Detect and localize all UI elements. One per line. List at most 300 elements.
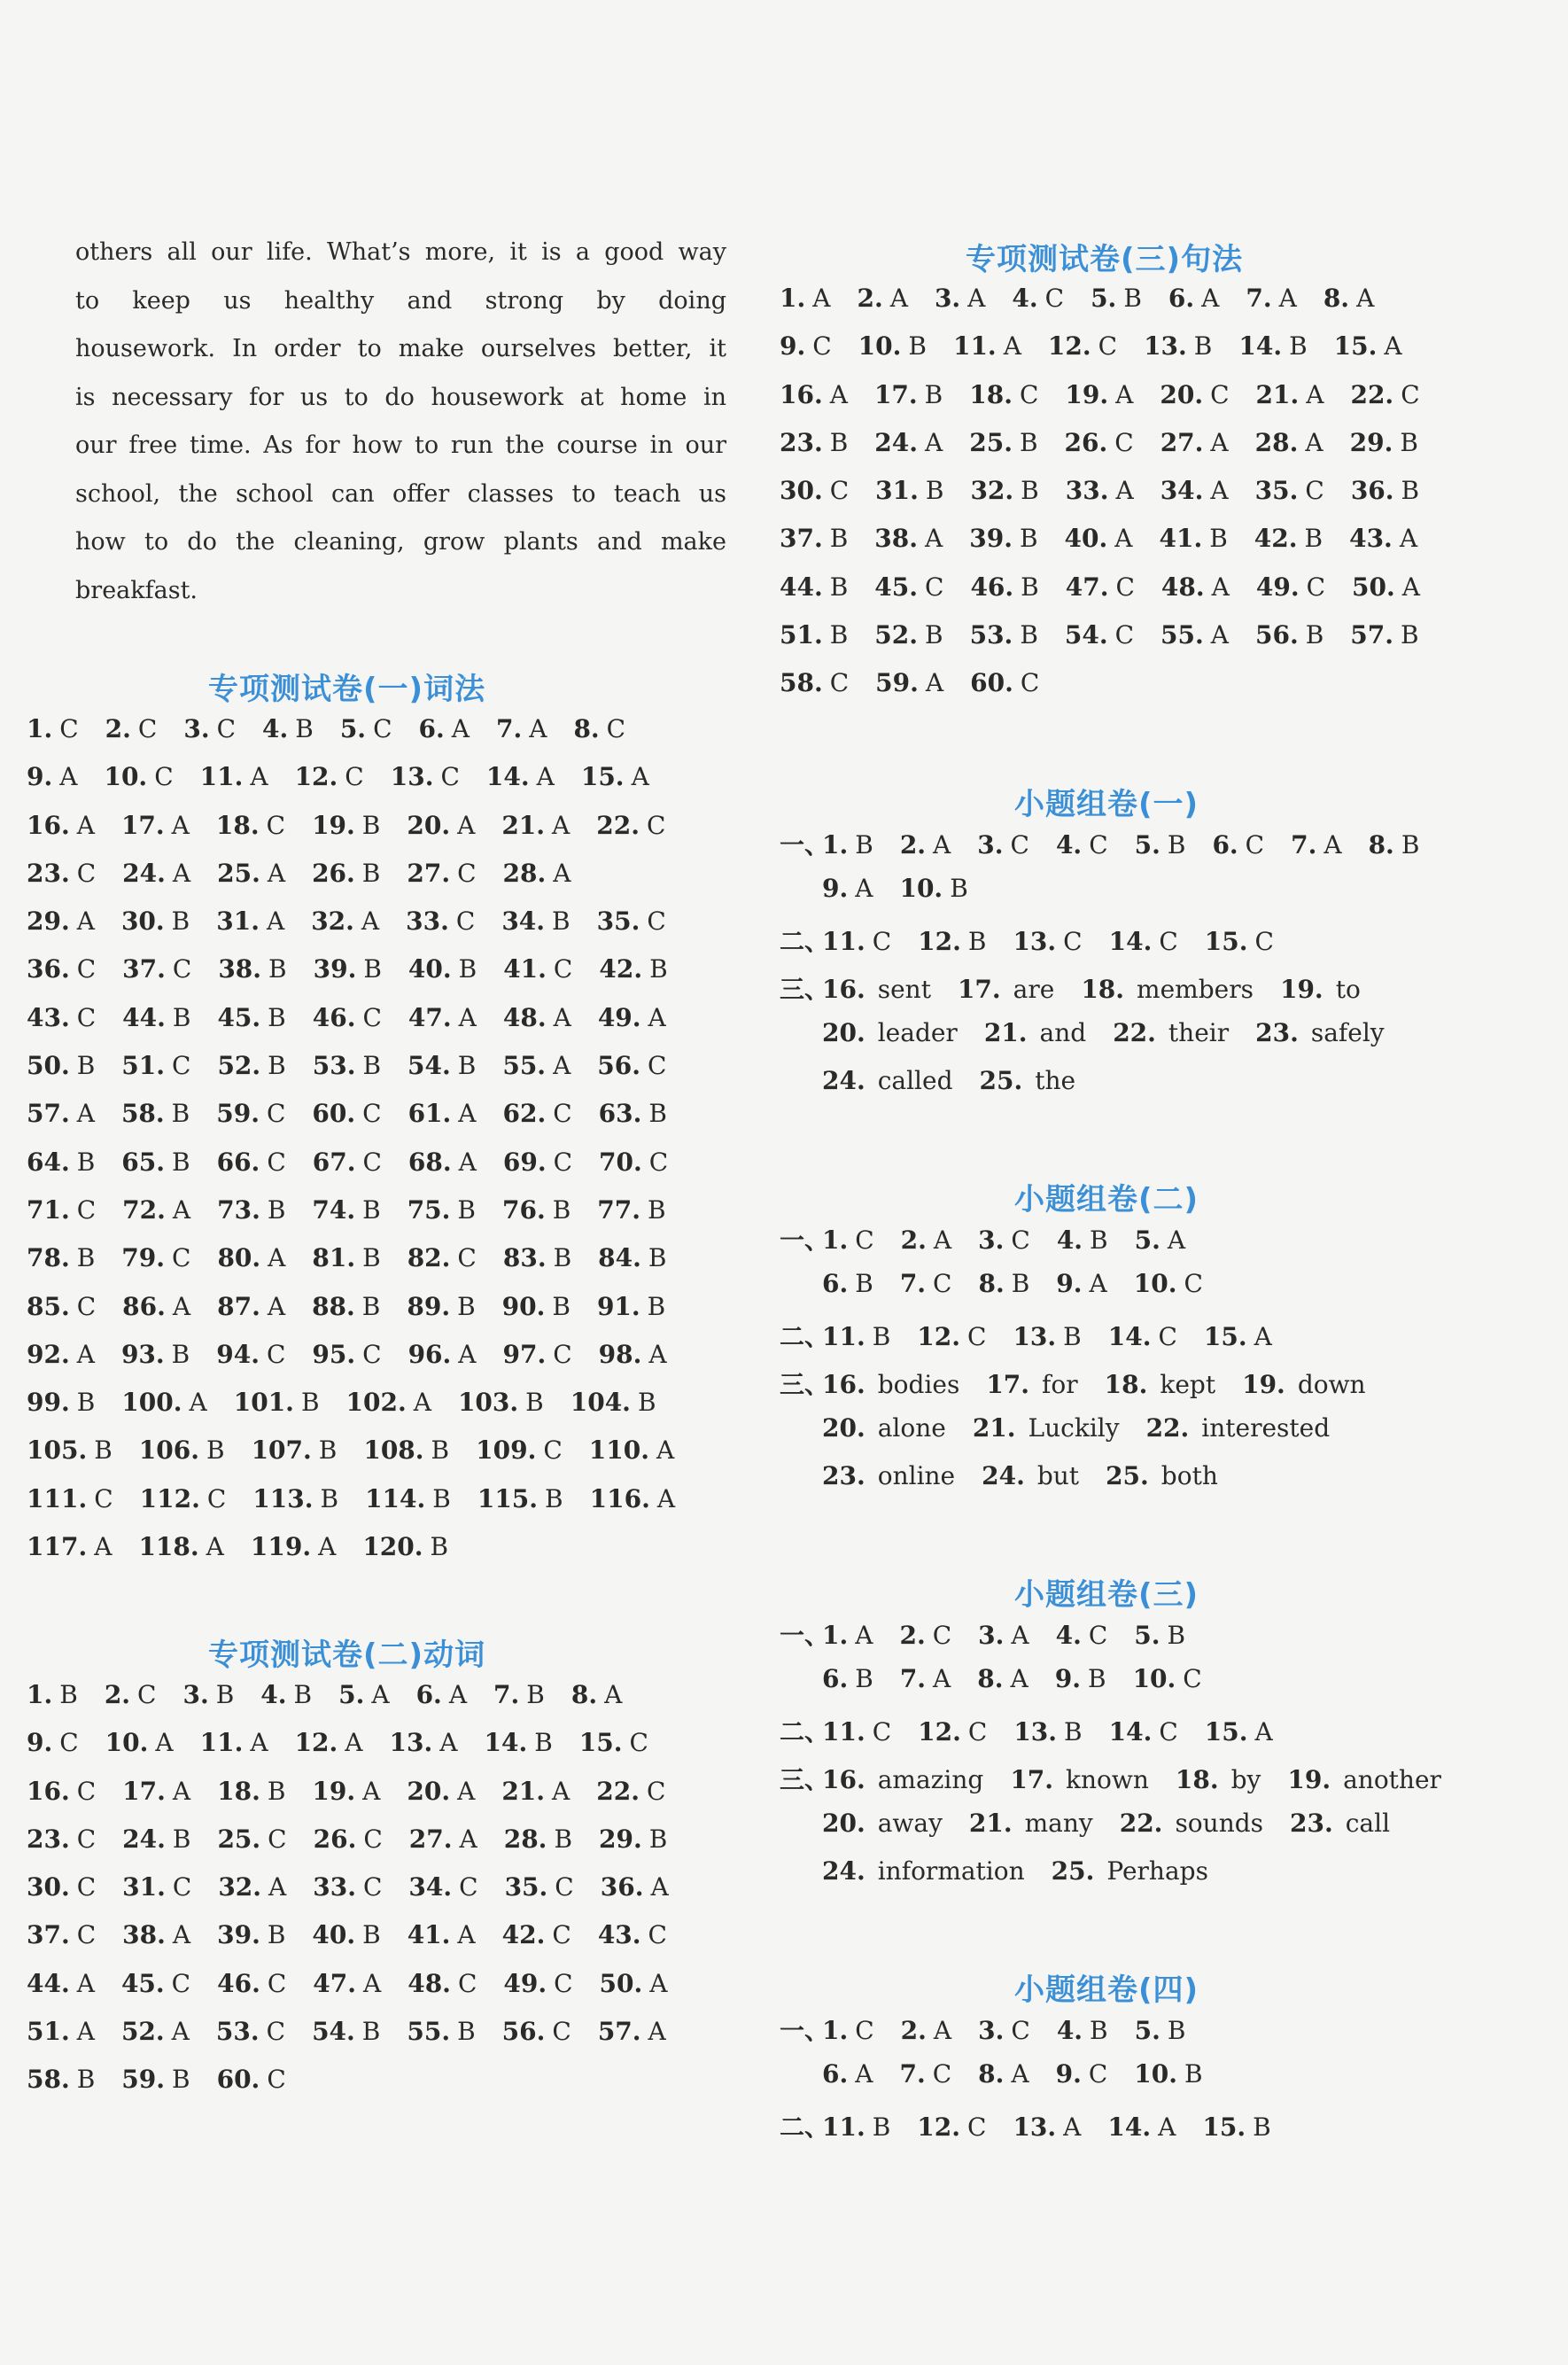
question-number: 29. bbox=[27, 906, 70, 937]
question-number: 23. bbox=[27, 1824, 70, 1854]
answer-item bbox=[597, 1051, 666, 1080]
question-number: 24. bbox=[122, 858, 166, 888]
question-number: 50. bbox=[1352, 572, 1395, 602]
answer-item bbox=[407, 859, 476, 888]
question-number: 7. bbox=[1291, 830, 1317, 860]
answer-value: A bbox=[1158, 2112, 1176, 2142]
question-number: 2. bbox=[857, 284, 883, 313]
answer-value: C bbox=[1183, 1664, 1202, 1694]
question-number: 18. bbox=[217, 1776, 260, 1806]
question-number: 15. bbox=[1203, 1321, 1247, 1351]
question-number: 12. bbox=[918, 926, 961, 956]
answer-value: B bbox=[1400, 427, 1418, 457]
answer-value: B bbox=[171, 906, 190, 937]
answer-value: B bbox=[924, 379, 943, 409]
answer-value: A bbox=[536, 762, 555, 792]
answer-value: C bbox=[267, 1147, 286, 1177]
answer-item bbox=[986, 1370, 1077, 1399]
answer-item bbox=[599, 1147, 668, 1177]
answer-value: C bbox=[363, 1824, 383, 1854]
answer-value: A bbox=[171, 810, 190, 840]
answer-value: C bbox=[440, 762, 460, 792]
answer-value: B bbox=[267, 1776, 286, 1806]
question-number: 2. bbox=[900, 1225, 927, 1255]
answer-item bbox=[1066, 476, 1134, 505]
question-number: 51. bbox=[780, 620, 823, 650]
answer-item bbox=[1109, 1717, 1178, 1747]
answer-item bbox=[312, 1292, 380, 1321]
answer-value: A bbox=[250, 1728, 268, 1758]
answer-value: B bbox=[1193, 331, 1213, 362]
answer-value: A bbox=[458, 1099, 477, 1129]
answers-syntax bbox=[780, 284, 1447, 717]
answer-value: C bbox=[932, 2059, 952, 2089]
question-number: 13. bbox=[1013, 926, 1057, 956]
question-number: 51. bbox=[27, 2017, 70, 2047]
question-number: 14. bbox=[485, 762, 530, 792]
answer-item bbox=[312, 1340, 381, 1369]
answer-item bbox=[970, 476, 1038, 505]
answer-value: B bbox=[855, 830, 873, 860]
answer-row bbox=[780, 826, 1446, 874]
question-number: 45. bbox=[217, 1002, 261, 1032]
answer-value: B bbox=[1305, 620, 1324, 650]
answer-value: A bbox=[458, 1147, 477, 1177]
answer-value: C bbox=[1010, 830, 1029, 860]
answer-value: B bbox=[1253, 2112, 1271, 2142]
answer-row bbox=[780, 331, 1447, 379]
answer-value: A bbox=[1401, 572, 1420, 602]
question-number: 87. bbox=[217, 1291, 260, 1321]
answer-item bbox=[970, 572, 1038, 602]
answer-item bbox=[822, 1765, 983, 1794]
answer-value: B bbox=[171, 1099, 190, 1129]
answer-item bbox=[27, 1388, 95, 1417]
answer-value: B bbox=[1019, 524, 1038, 554]
question-number: 79. bbox=[121, 1243, 166, 1273]
answer-item bbox=[1350, 620, 1418, 650]
answer-value: B bbox=[172, 1147, 190, 1177]
question-number: 81. bbox=[312, 1243, 356, 1273]
question-number: 30. bbox=[27, 1872, 70, 1902]
question-number: 96. bbox=[408, 1339, 452, 1369]
answer-item bbox=[218, 954, 286, 984]
question-number: 22. bbox=[1113, 1018, 1156, 1048]
answer-item bbox=[780, 620, 848, 650]
answer-value: known bbox=[1066, 1764, 1149, 1794]
answer-item bbox=[1350, 428, 1418, 457]
answer-item bbox=[1108, 1322, 1177, 1351]
question-number: 16. bbox=[780, 379, 823, 409]
answer-row bbox=[780, 2059, 1298, 2107]
answer-item bbox=[217, 2065, 286, 2094]
question-number: 52. bbox=[874, 620, 919, 650]
question-number: 14. bbox=[1108, 926, 1153, 956]
answer-item bbox=[1013, 2112, 1081, 2142]
answer-value: A bbox=[362, 1968, 382, 1998]
section-title-syntax: 专项测试卷(三)句法 bbox=[966, 242, 1244, 277]
question-number: 48. bbox=[502, 1002, 547, 1032]
question-number: 21. bbox=[983, 1018, 1028, 1048]
answer-value: A bbox=[1114, 524, 1133, 554]
answer-row bbox=[27, 1195, 702, 1243]
paragraph-line: is necessary for us to do housework at home in bbox=[75, 383, 726, 411]
answer-value: B bbox=[362, 1243, 381, 1273]
question-number: 24. bbox=[822, 1856, 866, 1887]
part-prefix: 二、 bbox=[780, 926, 830, 956]
question-number: 3. bbox=[978, 1225, 1005, 1255]
answer-item bbox=[780, 428, 848, 457]
answer-row bbox=[27, 1532, 702, 1580]
answer-value: B bbox=[1167, 1621, 1186, 1650]
paragraph-line: our free time. As for how to run the course in our bbox=[75, 432, 726, 459]
answer-item bbox=[27, 714, 79, 743]
answer-value: C bbox=[76, 1920, 97, 1950]
question-number: 58. bbox=[780, 668, 823, 698]
question-number: 19. bbox=[1287, 1764, 1331, 1794]
question-number: 39. bbox=[313, 954, 357, 984]
answer-value: information bbox=[877, 1856, 1025, 1887]
answer-value: B bbox=[1167, 2016, 1186, 2045]
question-number: 11. bbox=[199, 1728, 244, 1758]
question-number: 49. bbox=[1255, 572, 1300, 602]
question-number: 98. bbox=[598, 1339, 642, 1369]
answer-value: call bbox=[1345, 1809, 1391, 1839]
question-number: 7. bbox=[899, 1664, 927, 1694]
answer-value: B bbox=[215, 1680, 235, 1709]
part-prefix: 一、 bbox=[780, 1225, 830, 1255]
question-number: 83. bbox=[502, 1243, 547, 1273]
answer-item bbox=[295, 1728, 363, 1757]
answer-value: A bbox=[457, 810, 476, 840]
answer-value: bodies bbox=[877, 1369, 960, 1399]
answer-row bbox=[780, 524, 1447, 572]
answers-lexical bbox=[27, 714, 702, 1580]
answer-item bbox=[503, 954, 572, 984]
answer-item bbox=[581, 762, 649, 791]
answer-value: A bbox=[76, 2017, 95, 2047]
answer-value: B bbox=[829, 524, 849, 554]
answer-item bbox=[340, 714, 392, 743]
answer-value: C bbox=[59, 1728, 79, 1758]
answer-item bbox=[27, 762, 77, 791]
question-number: 2. bbox=[105, 714, 131, 743]
question-number: 27. bbox=[408, 1824, 453, 1854]
question-number: 21. bbox=[968, 1809, 1013, 1839]
answer-item bbox=[901, 1225, 951, 1255]
answer-item bbox=[408, 1051, 476, 1080]
section-title-quiz4: 小题组卷(四) bbox=[1014, 1972, 1199, 2008]
question-number: 9. bbox=[780, 331, 806, 362]
question-number: 46. bbox=[217, 1968, 260, 1998]
answer-value: C bbox=[172, 1243, 191, 1273]
answer-item bbox=[27, 1435, 113, 1465]
question-number: 20. bbox=[407, 1776, 451, 1806]
question-number: 74. bbox=[312, 1194, 356, 1225]
answer-value: A bbox=[172, 1776, 191, 1806]
answer-value: B bbox=[206, 1435, 225, 1466]
question-number: 26. bbox=[312, 858, 355, 888]
question-number: 59. bbox=[121, 2065, 166, 2095]
answer-item bbox=[121, 1969, 190, 1998]
answer-item bbox=[1176, 1765, 1261, 1794]
answer-value: A bbox=[267, 858, 286, 888]
answer-item bbox=[1246, 284, 1296, 313]
answer-item bbox=[596, 811, 665, 840]
question-number: 45. bbox=[120, 1968, 165, 1998]
answer-value: B bbox=[172, 1824, 191, 1854]
answer-value: B bbox=[1304, 524, 1323, 554]
answer-value: A bbox=[933, 1225, 952, 1255]
answer-value: A bbox=[457, 1776, 476, 1806]
answer-value: A bbox=[648, 1339, 667, 1369]
answer-item bbox=[1081, 975, 1254, 1004]
answer-value: C bbox=[967, 1716, 988, 1747]
answer-value: C bbox=[925, 572, 944, 602]
answer-value: A bbox=[967, 284, 986, 313]
answer-value: A bbox=[361, 906, 380, 937]
question-number: 11. bbox=[952, 331, 997, 362]
answer-item bbox=[1160, 380, 1229, 409]
answer-value: B bbox=[432, 1483, 451, 1513]
answer-value: A bbox=[1210, 620, 1229, 650]
answer-item bbox=[121, 1051, 190, 1080]
question-number: 47. bbox=[408, 1002, 452, 1032]
answer-value: B bbox=[363, 954, 382, 984]
question-number: 92. bbox=[27, 1339, 70, 1369]
answer-item bbox=[503, 1243, 571, 1272]
answer-row bbox=[27, 2017, 695, 2065]
answer-item bbox=[27, 1920, 96, 1949]
question-number: 9. bbox=[1055, 2059, 1082, 2089]
answer-value: interested bbox=[1201, 1413, 1331, 1443]
answer-item bbox=[978, 2059, 1029, 2089]
answer-value: C bbox=[553, 1339, 572, 1369]
answer-value: A bbox=[553, 858, 571, 888]
answer-row bbox=[27, 1388, 702, 1435]
answer-item bbox=[346, 1388, 431, 1417]
answer-value: online bbox=[877, 1461, 956, 1491]
answer-value: for bbox=[1042, 1369, 1078, 1399]
answer-value: A bbox=[1011, 2059, 1029, 2089]
answer-row bbox=[780, 2011, 1298, 2059]
answer-value: C bbox=[76, 1776, 97, 1806]
answer-row bbox=[780, 1365, 1393, 1413]
question-number: 73. bbox=[217, 1194, 260, 1225]
answer-item bbox=[598, 1003, 666, 1032]
question-number: 10. bbox=[104, 762, 148, 792]
answer-item bbox=[338, 1680, 389, 1709]
answer-item bbox=[313, 1872, 382, 1902]
answer-item bbox=[597, 1195, 665, 1225]
answer-value: A bbox=[650, 1872, 669, 1902]
answer-value: A bbox=[649, 1968, 668, 1998]
question-number: 13. bbox=[1013, 1716, 1058, 1747]
answer-item bbox=[1369, 830, 1420, 860]
answer-item bbox=[27, 1872, 96, 1902]
answer-value: A bbox=[76, 810, 95, 840]
question-number: 60. bbox=[216, 2065, 260, 2095]
answer-value: both bbox=[1160, 1461, 1218, 1491]
question-number: 4. bbox=[1056, 1225, 1083, 1255]
answer-item bbox=[822, 1461, 955, 1490]
answer-value: C bbox=[812, 331, 832, 362]
question-number: 9. bbox=[27, 1728, 53, 1758]
answer-value: A bbox=[552, 810, 571, 840]
answer-value: B bbox=[925, 620, 943, 650]
answer-item bbox=[1349, 524, 1417, 553]
question-number: 36. bbox=[600, 1872, 644, 1902]
answer-item bbox=[217, 1147, 286, 1177]
question-number: 94. bbox=[216, 1339, 260, 1369]
question-number: 37. bbox=[27, 1920, 70, 1950]
question-number: 5. bbox=[1134, 2016, 1160, 2045]
answer-item bbox=[901, 2016, 951, 2045]
question-number: 48. bbox=[408, 1968, 451, 1998]
answer-value: C bbox=[553, 954, 573, 984]
answer-row bbox=[27, 1340, 702, 1388]
question-number: 56. bbox=[1255, 620, 1299, 650]
answer-item bbox=[502, 1920, 571, 1949]
answer-item bbox=[121, 906, 190, 936]
answer-item bbox=[122, 1872, 191, 1902]
question-number: 5. bbox=[338, 1680, 365, 1709]
answer-value: A bbox=[268, 1243, 286, 1273]
question-number: 89. bbox=[407, 1291, 451, 1321]
answer-row bbox=[27, 1099, 702, 1147]
answer-value: C bbox=[543, 1435, 563, 1466]
question-number: 46. bbox=[970, 572, 1014, 602]
answer-item bbox=[1010, 1765, 1149, 1794]
question-number: 8. bbox=[1323, 284, 1350, 313]
question-number: 26. bbox=[1064, 427, 1108, 457]
question-number: 27. bbox=[1160, 427, 1204, 457]
answer-value: B bbox=[1209, 524, 1228, 554]
answer-value: C bbox=[855, 1225, 874, 1255]
answer-value: A bbox=[1399, 524, 1418, 554]
answer-item bbox=[122, 1195, 190, 1225]
answer-item bbox=[874, 620, 943, 650]
answer-item bbox=[1334, 331, 1402, 361]
question-number: 42. bbox=[599, 954, 643, 984]
question-number: 80. bbox=[217, 1243, 261, 1273]
answer-value: A bbox=[604, 1680, 623, 1709]
answer-item bbox=[822, 1269, 873, 1298]
answer-value: A bbox=[1384, 331, 1402, 362]
answer-value: C bbox=[76, 954, 97, 984]
question-number: 3. bbox=[978, 1621, 1005, 1650]
answer-row bbox=[780, 1761, 1468, 1809]
question-number: 1. bbox=[822, 1621, 849, 1650]
answer-value: A bbox=[155, 1728, 174, 1758]
question-number: 101. bbox=[233, 1388, 294, 1418]
question-number: 12. bbox=[918, 1716, 961, 1747]
answer-item bbox=[139, 1435, 225, 1465]
question-number: 28. bbox=[1254, 427, 1299, 457]
answer-item bbox=[27, 1680, 78, 1709]
answer-value: B bbox=[320, 1483, 339, 1513]
answer-row bbox=[780, 1856, 1468, 1904]
answer-item bbox=[573, 714, 625, 743]
answer-value: B bbox=[457, 2017, 476, 2047]
question-number: 32. bbox=[311, 906, 354, 937]
answer-value: A bbox=[1003, 331, 1021, 362]
question-number: 29. bbox=[599, 1824, 642, 1854]
answer-item bbox=[122, 1777, 190, 1806]
answer-item bbox=[780, 380, 848, 409]
question-number: 13. bbox=[1013, 2112, 1057, 2142]
answer-value: B bbox=[648, 1099, 667, 1129]
answer-item bbox=[486, 762, 555, 791]
question-number: 7. bbox=[495, 714, 523, 743]
answer-value: C bbox=[872, 926, 892, 956]
answer-item bbox=[1255, 620, 1323, 650]
answer-value: B bbox=[361, 810, 381, 840]
question-number: 19. bbox=[312, 810, 355, 840]
answer-value: safely bbox=[1310, 1018, 1385, 1048]
answer-value: B bbox=[855, 1269, 873, 1299]
answer-item bbox=[978, 1225, 1030, 1255]
answer-row bbox=[27, 811, 702, 859]
question-number: 8. bbox=[978, 1269, 1005, 1299]
answer-item bbox=[1350, 380, 1419, 409]
question-number: 31. bbox=[875, 476, 919, 506]
question-number: 18. bbox=[1175, 1764, 1219, 1794]
question-number: 7. bbox=[899, 2059, 926, 2089]
question-number: 37. bbox=[780, 524, 823, 554]
answer-row bbox=[27, 1872, 695, 1920]
answer-value: A bbox=[855, 874, 873, 904]
answer-item bbox=[313, 1147, 382, 1177]
answer-item bbox=[311, 906, 379, 936]
answer-value: A bbox=[933, 1664, 951, 1694]
answer-item bbox=[408, 1969, 477, 1998]
answer-value: B bbox=[648, 1194, 666, 1225]
question-number: 19. bbox=[1279, 974, 1323, 1004]
question-number: 3. bbox=[182, 1680, 209, 1709]
question-number: 6. bbox=[822, 2059, 849, 2089]
answer-value: C bbox=[1114, 620, 1135, 650]
answer-value: C bbox=[457, 1243, 477, 1273]
answer-item bbox=[1256, 380, 1324, 409]
answer-item bbox=[822, 874, 873, 903]
question-number: 12. bbox=[1047, 331, 1091, 362]
answer-item bbox=[822, 2112, 890, 2142]
question-number: 30. bbox=[120, 906, 165, 937]
answer-row bbox=[780, 2108, 1298, 2156]
question-number: 20. bbox=[1160, 379, 1204, 409]
answer-value: C bbox=[268, 1824, 287, 1854]
answer-item bbox=[1146, 1413, 1331, 1443]
answer-item bbox=[571, 1680, 622, 1709]
answer-value: B bbox=[1123, 284, 1142, 313]
answer-item bbox=[980, 1066, 1076, 1095]
answer-item bbox=[899, 1621, 951, 1650]
answer-value: C bbox=[94, 1483, 113, 1513]
answer-row bbox=[780, 1221, 1393, 1269]
answer-item bbox=[1352, 572, 1420, 602]
answer-item bbox=[122, 1920, 190, 1949]
question-number: 1. bbox=[27, 1680, 53, 1709]
question-number: 24. bbox=[982, 1461, 1025, 1491]
answer-item bbox=[140, 1484, 227, 1513]
question-number: 67. bbox=[312, 1147, 356, 1177]
question-number: 34. bbox=[501, 906, 546, 937]
question-number: 40. bbox=[408, 954, 452, 984]
answer-value: A bbox=[1115, 379, 1134, 409]
question-number: 77. bbox=[597, 1194, 641, 1225]
question-number: 57. bbox=[1350, 620, 1394, 650]
